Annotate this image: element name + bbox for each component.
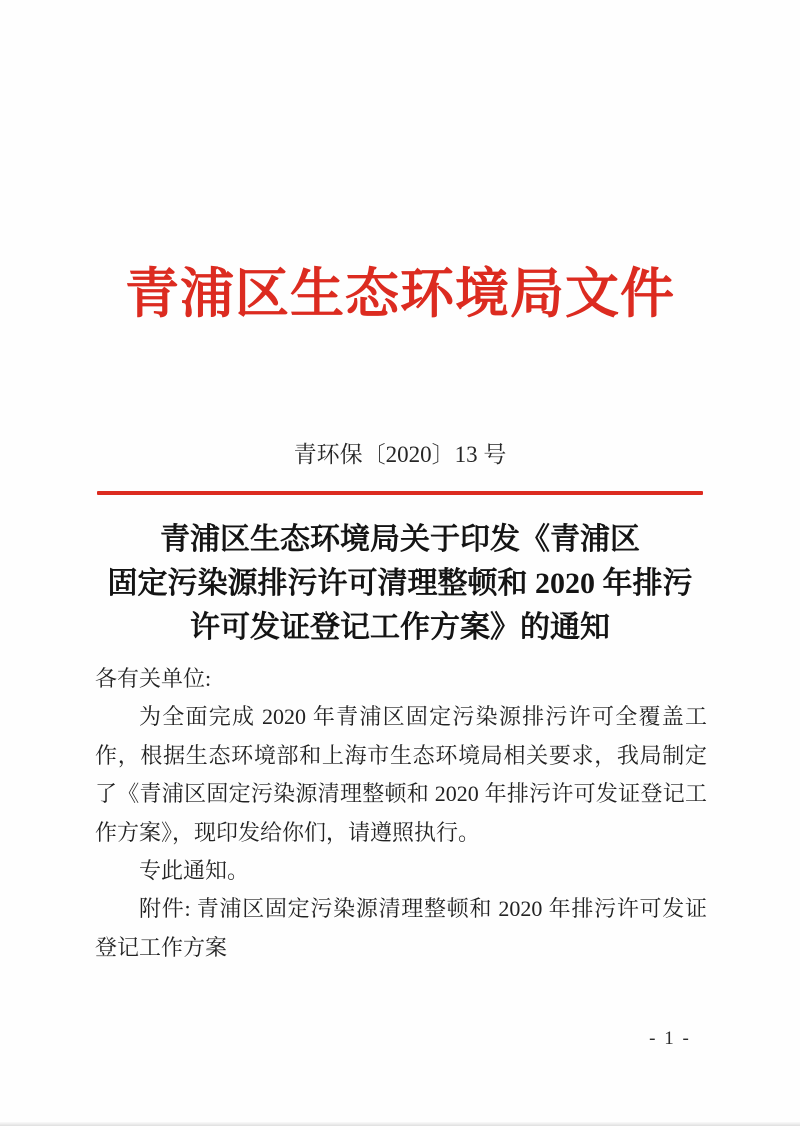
document-reference-number: 青环保〔2020〕13 号 (293, 442, 507, 467)
body-line: 作方案》，现印发给你们，请遵照执行。 (95, 819, 481, 845)
document-body (95, 660, 707, 967)
document-title-line-3: 许可发证登记工作方案》的通知 (190, 611, 610, 644)
attachment-line: 附件: 青浦区固定污染源清理整顿和 2020 年排污许可发证 (139, 896, 707, 922)
body-line: 了《青浦区固定污染源清理整顿和 2020 年排污许可发证登记工 (95, 781, 707, 807)
body-line: 作，根据生态环境部和上海市生态环境局相关要求，我局制定 (95, 742, 707, 768)
salutation-line: 各有关单位: (95, 666, 212, 691)
scan-edge-shadow (0, 1122, 800, 1126)
agency-letterhead-title: 青浦区生态环境局文件 (125, 264, 675, 324)
document-title-line-1: 青浦区生态环境局关于印发《青浦区 (160, 523, 640, 556)
page-number: - 1 - (649, 1028, 691, 1049)
body-line: 为全面完成 2020 年青浦区固定污染源排污许可全覆盖工 (139, 704, 707, 730)
closing-line: 专此通知。 (139, 858, 250, 884)
document-title (60, 518, 740, 650)
document-title-line-2: 固定污染源排污许可清理整顿和 2020 年排污 (107, 567, 693, 600)
red-divider-line (97, 491, 703, 495)
attachment-line-continued: 登记工作方案 (95, 934, 228, 960)
